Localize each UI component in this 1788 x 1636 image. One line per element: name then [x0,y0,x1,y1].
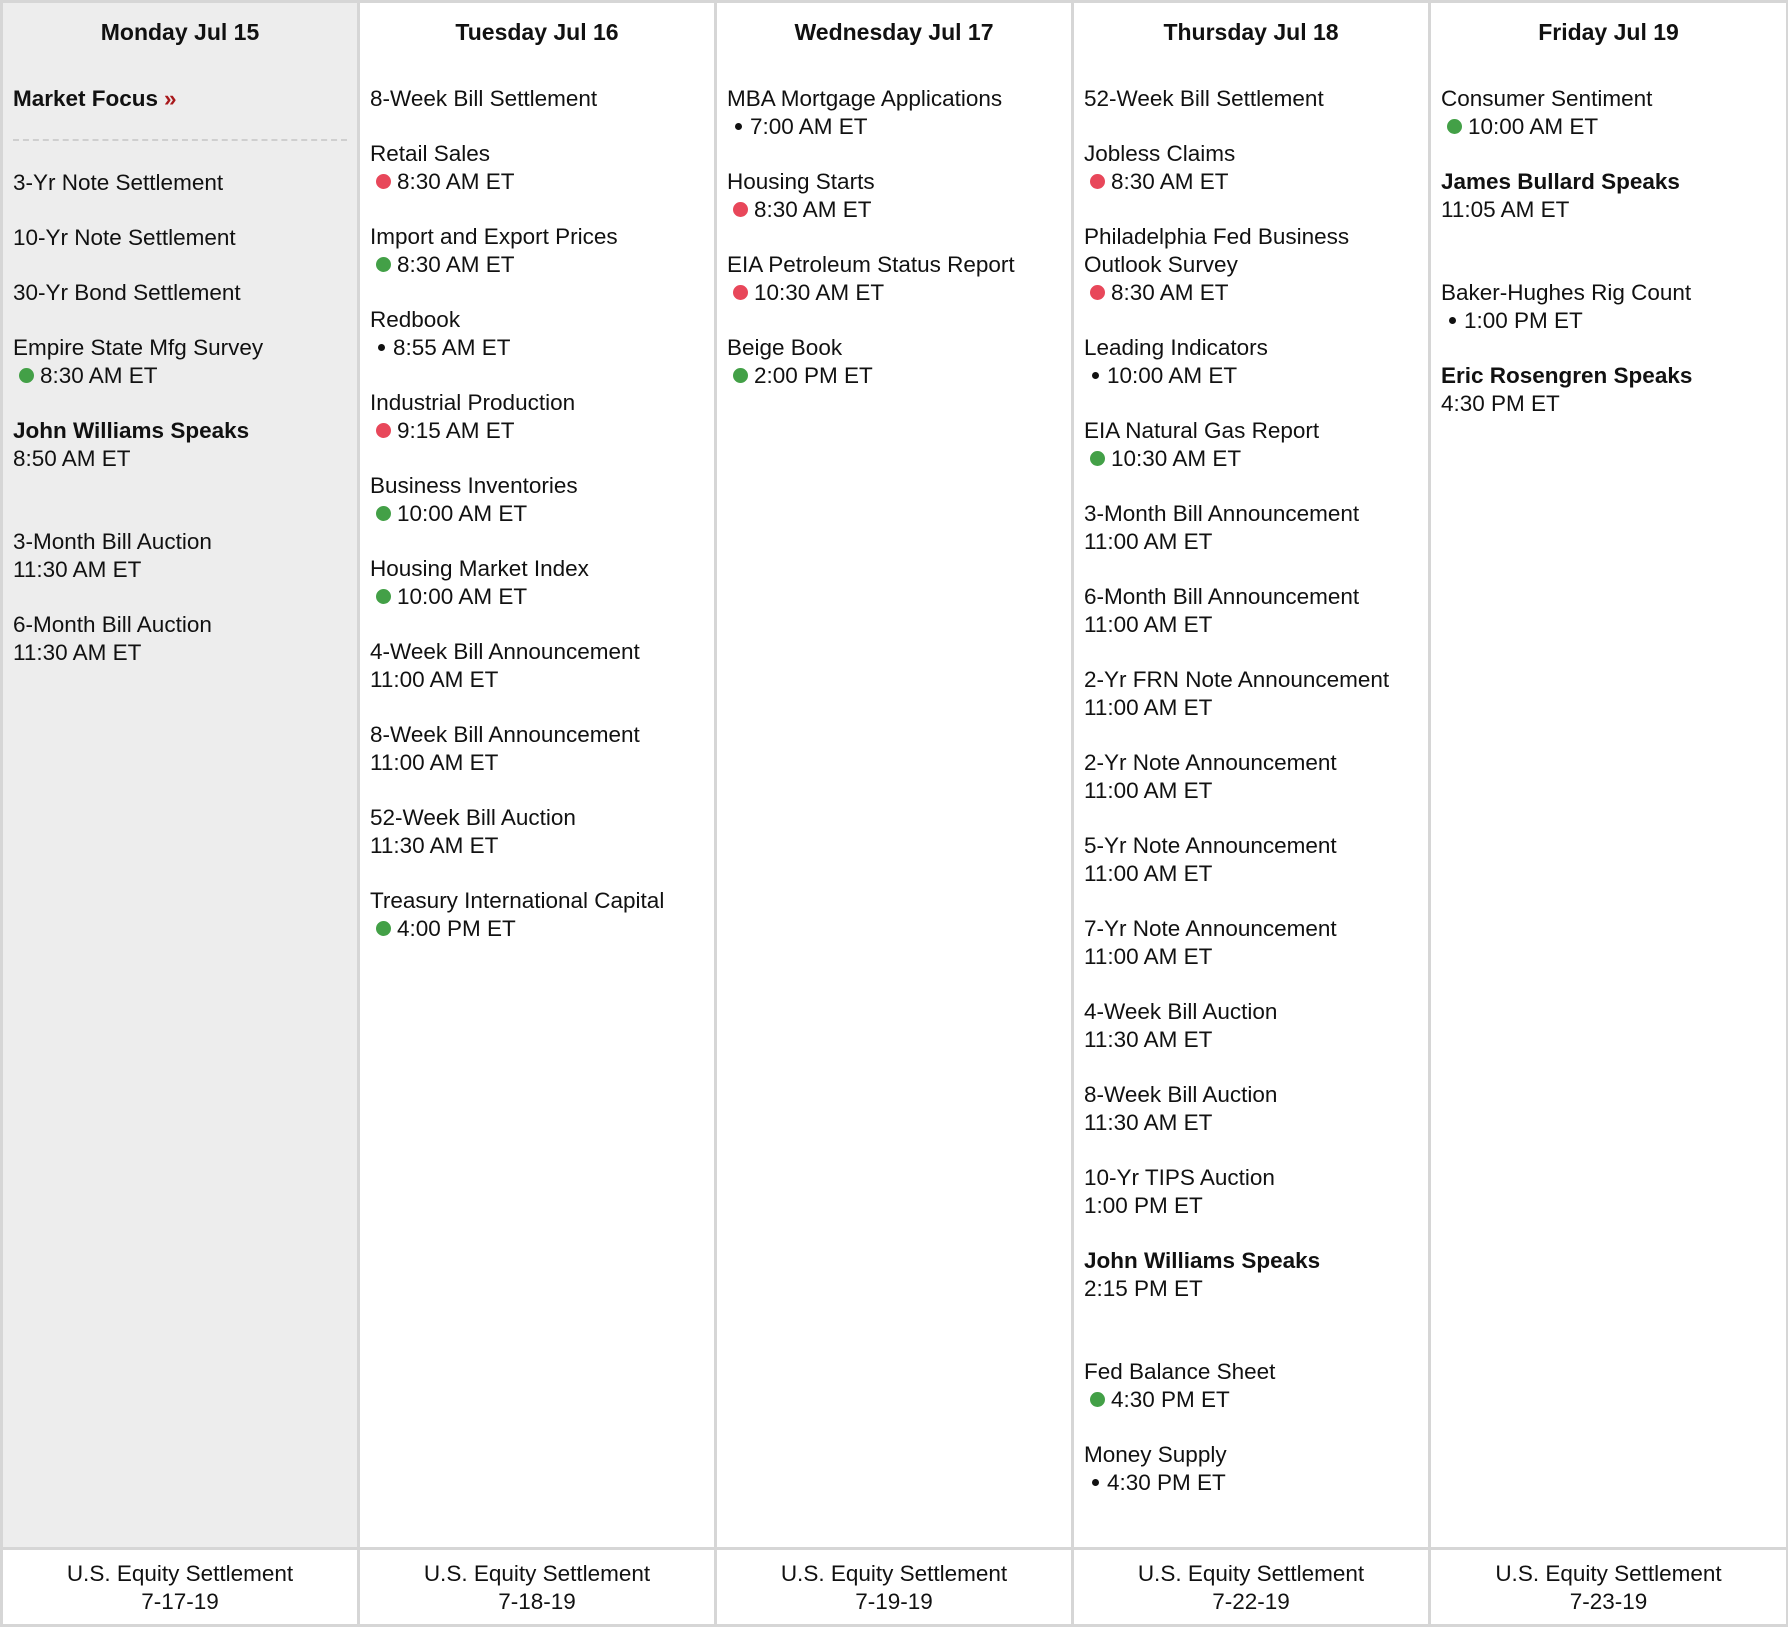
event-time: 11:00 AM ET [1084,778,1213,803]
equity-settlement-cell [1073,1549,1430,1626]
calendar-event[interactable] [1084,583,1428,639]
medium-importance-dot-icon [376,589,391,604]
medium-importance-dot-icon [376,921,391,936]
event-time-row [1084,1192,1428,1220]
day-column-friday [1430,2,1788,1549]
market-focus [13,85,347,141]
high-importance-dot-icon [376,423,391,438]
event-name: 8-Week Bill Announcement [370,722,640,747]
event-name: 30-Yr Bond Settlement [13,280,241,305]
event-time-row [1084,694,1428,722]
event-name: Baker-Hughes Rig Count [1441,280,1692,305]
footer-row [2,1549,1788,1626]
calendar-event[interactable] [1084,223,1428,307]
event-time-row [727,279,1071,307]
event-name: 7-Yr Note Announcement [1084,916,1337,941]
event-time-row [370,915,714,943]
equity-settlement-label: U.S. Equity Settlement [780,1561,1008,1586]
equity-settlement-cell [716,1549,1073,1626]
event-time: 11:30 AM ET [370,833,499,858]
event-time-row [1441,113,1786,141]
calendar-event[interactable] [1084,140,1428,196]
event-time-row [370,334,714,362]
event-time: 8:30 AM ET [1111,280,1229,305]
event-time-row [370,500,714,528]
event-name: Eric Rosengren Speaks [1441,363,1693,388]
event-time-row [1441,307,1786,335]
event-name: John Williams Speaks [1084,1248,1321,1273]
event-name-continued: Outlook Survey [1084,252,1238,277]
event-list [3,51,357,667]
event-name: Philadelphia Fed Business [1084,224,1350,249]
equity-settlement-label: U.S. Equity Settlement [423,1561,651,1586]
calendar-event[interactable] [727,334,1071,390]
event-time-row [1084,611,1428,639]
calendar-event[interactable] [1441,168,1786,224]
event-time: 2:15 PM ET [1084,1276,1203,1301]
event-name: EIA Petroleum Status Report [727,252,1015,277]
event-name: Industrial Production [370,390,576,415]
high-importance-dot-icon [733,202,748,217]
calendar-event[interactable] [370,85,714,113]
equity-settlement-label: U.S. Equity Settlement [1137,1561,1365,1586]
event-name: Consumer Sentiment [1441,86,1653,111]
medium-importance-dot-icon [1090,1392,1105,1407]
event-time: 1:00 PM ET [1464,308,1583,333]
event-time: 4:30 PM ET [1107,1470,1226,1495]
event-time-row [13,556,357,584]
event-time-row [370,168,714,196]
event-name: Business Inventories [370,473,578,498]
event-time: 10:00 AM ET [1107,363,1238,388]
event-time: 8:50 AM ET [13,446,131,471]
event-time-row [370,666,714,694]
equity-settlement-date: 7-23-19 [1569,1589,1648,1614]
event-time-row [370,832,714,860]
event-time-row [370,251,714,279]
event-time: 10:30 AM ET [754,280,885,305]
event-time: 8:30 AM ET [40,363,158,388]
event-time-row [1084,445,1428,473]
event-name: Fed Balance Sheet [1084,1359,1276,1384]
event-time: 11:30 AM ET [13,640,142,665]
event-time: 4:30 PM ET [1441,391,1560,416]
calendar-event[interactable] [1084,915,1428,971]
equity-settlement-cell [1430,1549,1788,1626]
calendar-event[interactable] [1084,500,1428,556]
event-time-row [1084,362,1428,390]
event-name: 8-Week Bill Settlement [370,86,598,111]
equity-settlement-cell [359,1549,716,1626]
event-name: Empire State Mfg Survey [13,335,264,360]
low-importance-dot-icon [735,123,742,130]
event-name: Leading Indicators [1084,335,1268,360]
equity-settlement-cell [2,1549,359,1626]
event-time-row [1084,1026,1428,1054]
event-time-row [370,749,714,777]
event-name: Retail Sales [370,141,491,166]
calendar-event[interactable] [370,638,714,694]
event-name: 3-Yr Note Settlement [13,170,224,195]
medium-importance-dot-icon [1447,119,1462,134]
event-time-row [1441,390,1786,418]
event-time: 11:00 AM ET [1084,695,1213,720]
event-name: Beige Book [727,335,843,360]
calendar-event[interactable] [1441,279,1786,335]
event-time: 11:00 AM ET [1084,612,1213,637]
event-name: Housing Starts [727,169,875,194]
event-time-row [1441,196,1786,224]
calendar-event[interactable] [727,251,1071,307]
event-time: 11:00 AM ET [370,750,499,775]
event-name: Housing Market Index [370,556,589,581]
event-list [717,51,1071,390]
event-time-row [13,445,357,473]
day-column-monday [2,2,359,1549]
event-time: 9:15 AM ET [397,418,515,443]
event-name: 4-Week Bill Auction [1084,999,1278,1024]
event-time: 10:00 AM ET [397,501,528,526]
calendar-event[interactable] [1084,1441,1428,1497]
day-header: Friday Jul 19 [1538,19,1679,45]
high-importance-dot-icon [376,174,391,189]
calendar-event[interactable] [370,804,714,860]
low-importance-dot-icon [1449,317,1456,324]
event-time: 11:30 AM ET [1084,1110,1213,1135]
event-name: Import and Export Prices [370,224,618,249]
event-name: 52-Week Bill Settlement [1084,86,1324,111]
calendar-event[interactable] [13,611,357,667]
event-name: 3-Month Bill Announcement [1084,501,1360,526]
event-name: 5-Yr Note Announcement [1084,833,1337,858]
market-focus-label: Market Focus [13,86,159,111]
event-time-row [1084,943,1428,971]
day-header: Monday Jul 15 [100,19,260,45]
event-time: 7:00 AM ET [750,114,868,139]
event-time-row [13,639,357,667]
event-time: 10:00 AM ET [397,584,528,609]
event-time-row [370,583,714,611]
calendar-event[interactable] [370,887,714,943]
high-importance-dot-icon [1090,174,1105,189]
event-name: Redbook [370,307,461,332]
calendar-event[interactable] [1084,334,1428,390]
event-time: 8:30 AM ET [1111,169,1229,194]
calendar-event[interactable] [370,555,714,611]
event-list [360,51,714,943]
event-time: 8:55 AM ET [393,335,511,360]
calendar-event[interactable] [1084,749,1428,805]
calendar-event[interactable] [1084,1081,1428,1137]
event-time-row [1084,168,1428,196]
calendar-event[interactable] [1084,85,1428,113]
event-time: 8:30 AM ET [397,252,515,277]
event-name: 2-Yr FRN Note Announcement [1084,667,1390,692]
event-name: 6-Month Bill Auction [13,612,212,637]
equity-settlement-date: 7-18-19 [498,1589,576,1614]
day-header: Tuesday Jul 16 [455,19,619,45]
event-time: 10:00 AM ET [1468,114,1599,139]
high-importance-dot-icon [733,285,748,300]
calendar-event[interactable] [370,389,714,445]
calendar-event[interactable] [1084,1358,1428,1414]
day-column-wednesday [716,2,1073,1549]
calendar-event[interactable] [1084,832,1428,888]
event-time-row [1084,1275,1428,1303]
event-name: Jobless Claims [1084,141,1236,166]
calendar-event[interactable] [370,472,714,528]
calendar-event[interactable] [370,223,714,279]
event-time-row [1084,860,1428,888]
event-name: James Bullard Speaks [1441,169,1680,194]
calendar-event[interactable] [13,224,357,252]
equity-settlement-label: U.S. Equity Settlement [66,1561,294,1586]
calendar-event[interactable] [370,140,714,196]
day-header: Thursday Jul 18 [1163,19,1339,45]
high-importance-dot-icon [1090,285,1105,300]
calendar-event[interactable] [13,417,357,473]
double-chevron-right-icon: » [164,86,177,111]
calendar-event[interactable] [1084,1164,1428,1220]
event-name: Money Supply [1084,1442,1227,1467]
event-time-row [1084,279,1428,307]
calendar-event[interactable] [370,721,714,777]
event-time: 8:30 AM ET [397,169,515,194]
calendar-event[interactable] [1441,362,1786,418]
event-name: 4-Week Bill Announcement [370,639,640,664]
event-name: MBA Mortgage Applications [727,86,1003,111]
equity-settlement-date: 7-19-19 [855,1589,933,1614]
event-name: John Williams Speaks [13,418,250,443]
medium-importance-dot-icon [1090,451,1105,466]
event-time: 8:30 AM ET [754,197,872,222]
low-importance-dot-icon [1092,1479,1099,1486]
day-header: Wednesday Jul 17 [794,19,994,45]
equity-settlement-date: 7-22-19 [1212,1589,1290,1614]
calendar-event[interactable] [1084,998,1428,1054]
event-time: 4:30 PM ET [1111,1387,1230,1412]
event-time: 10:30 AM ET [1111,446,1242,471]
event-time-row [13,362,357,390]
calendar-event[interactable] [1084,666,1428,722]
event-time-row [1084,1469,1428,1497]
event-list [1074,51,1428,1497]
calendar-event[interactable] [13,528,357,584]
event-name: 52-Week Bill Auction [370,805,576,830]
event-name: 2-Yr Note Announcement [1084,750,1337,775]
event-time-row [1084,528,1428,556]
event-time-row [1084,1386,1428,1414]
calendar-event[interactable] [1084,417,1428,473]
event-time-row [727,196,1071,224]
calendar-event[interactable] [13,334,357,390]
event-name: 10-Yr Note Settlement [13,225,236,250]
event-time-row [370,417,714,445]
equity-settlement-label: U.S. Equity Settlement [1495,1561,1722,1586]
calendar-event[interactable] [727,168,1071,224]
day-row [2,2,1788,1549]
event-name: 8-Week Bill Auction [1084,1082,1278,1107]
calendar-event[interactable] [1084,1247,1428,1303]
low-importance-dot-icon [1092,372,1099,379]
calendar-event[interactable] [13,169,357,197]
medium-importance-dot-icon [376,257,391,272]
event-time-row [727,113,1071,141]
event-time: 11:00 AM ET [1084,944,1213,969]
event-time: 11:30 AM ET [13,557,142,582]
calendar-event[interactable] [13,279,357,307]
event-time: 4:00 PM ET [397,916,516,941]
event-time: 11:00 AM ET [1084,861,1213,886]
medium-importance-dot-icon [376,506,391,521]
event-name: Treasury International Capital [370,888,665,913]
event-time: 11:00 AM ET [1084,529,1213,554]
event-name: 10-Yr TIPS Auction [1084,1165,1275,1190]
event-time: 11:30 AM ET [1084,1027,1213,1052]
event-list [1431,51,1786,418]
event-time-row [727,362,1071,390]
event-name: 3-Month Bill Auction [13,529,212,554]
market-focus-link[interactable] [13,86,177,111]
day-column-tuesday [359,2,716,1549]
calendar-event[interactable] [727,85,1071,141]
event-time-row [1084,777,1428,805]
equity-settlement-date: 7-17-19 [141,1589,219,1614]
calendar-event[interactable] [1441,85,1786,141]
calendar-event[interactable] [370,306,714,362]
medium-importance-dot-icon [19,368,34,383]
day-column-thursday [1073,2,1430,1549]
event-time: 11:05 AM ET [1441,197,1570,222]
event-time: 2:00 PM ET [754,363,873,388]
event-name: EIA Natural Gas Report [1084,418,1320,443]
low-importance-dot-icon [378,344,385,351]
medium-importance-dot-icon [733,368,748,383]
event-time: 1:00 PM ET [1084,1193,1203,1218]
event-name: 6-Month Bill Announcement [1084,584,1360,609]
event-time-row [1084,1109,1428,1137]
event-time: 11:00 AM ET [370,667,499,692]
